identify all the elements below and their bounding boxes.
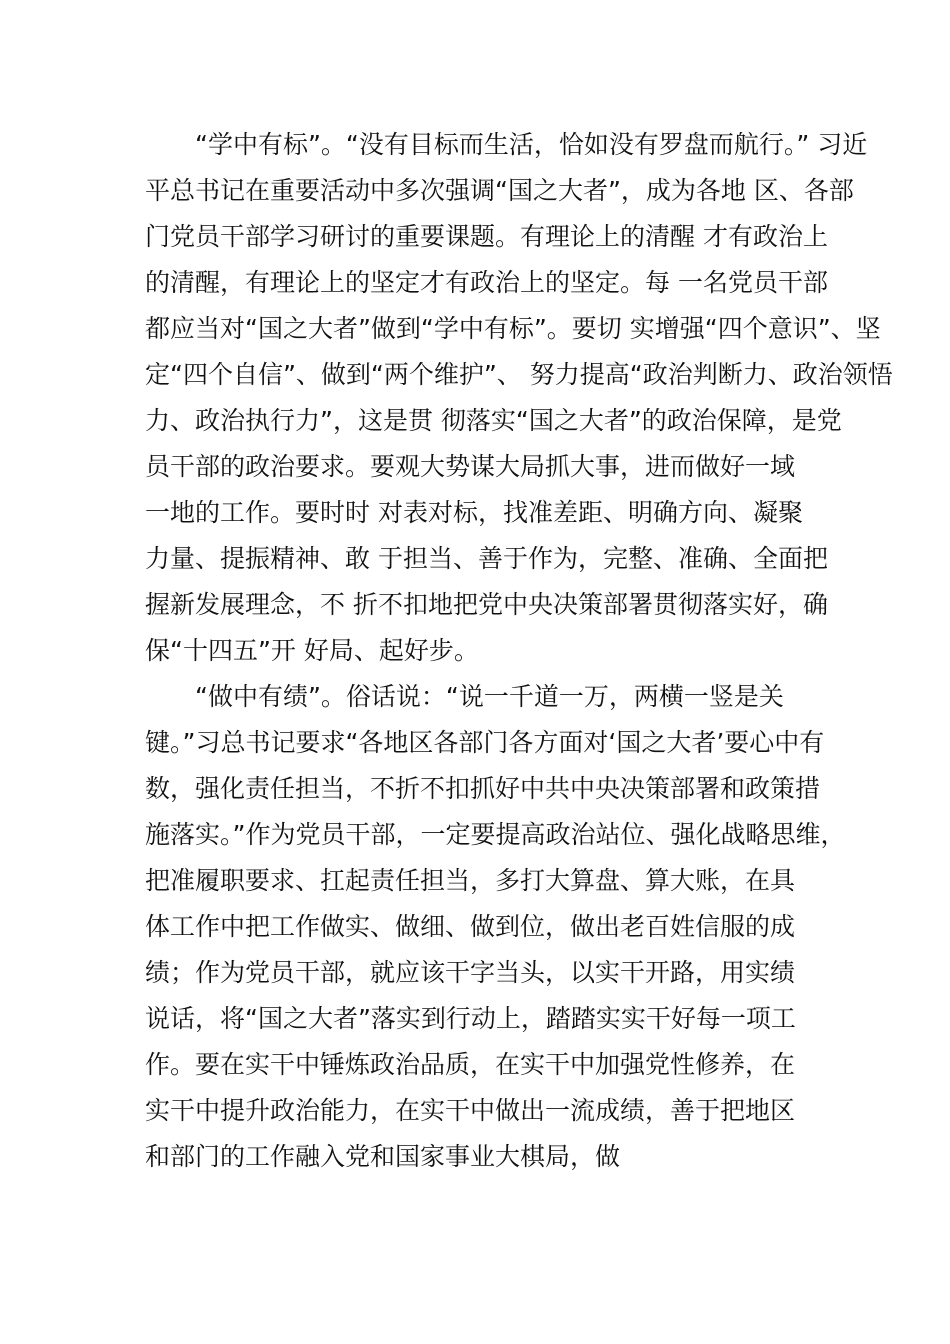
paragraph-learning: [145, 122, 893, 674]
text-line: 平总书记在重要活动中多次强调“国之大者”，成为各地 区、各部: [145, 176, 854, 205]
text-line: 员干部的政治要求。要观大势谋大局抓大事，进而做好一域: [145, 452, 796, 481]
text-line: 数，强化责任担当，不折不扣抓好中共中央决策部署和政策措: [145, 774, 821, 803]
text-line: 都应当对“国之大者”做到“学中有标”。要切 实增强“四个意识”、坚: [145, 314, 881, 343]
text-line: 力量、提振精神、敢 于担当、善于作为，完整、准确、全面把: [145, 544, 828, 573]
text-line: 把准履职要求、扛起责任担当，多打大算盘、算大账，在具: [145, 866, 796, 895]
text-line: 实干中提升政治能力，在实干中做出一流成绩，善于把地区: [145, 1096, 796, 1125]
text-line: 门党员干部学习研讨的重要课题。有理论上的清醒 才有政治上: [145, 222, 828, 251]
text-line: “做中有绩”。俗话说：“说一千道一万，两横一竖是关: [195, 682, 784, 711]
text-line: 保“十四五”开 好局、起好步。: [145, 636, 479, 665]
text-line: 的清醒，有理论上的坚定才有政治上的坚定。每 一名党员干部: [145, 268, 828, 297]
text-line: 一地的工作。要时时 对表对标，找准差距、明确方向、凝聚: [145, 498, 803, 527]
text-line: 施落实。”作为党员干部，一定要提高政治站位、强化战略思维，: [145, 820, 846, 849]
text-line: 体工作中把工作做实、做细、做到位，做出老百姓信服的成: [145, 912, 796, 941]
text-line: 作。要在实干中锤炼政治品质，在实干中加强党性修养，在: [145, 1050, 796, 1079]
text-line: 说话，将“国之大者”落实到行动上，踏踏实实干好每一项工: [145, 1004, 796, 1033]
text-line: “学中有标”。“没有目标而生活，恰如没有罗盘而航行。” 习近: [195, 130, 868, 159]
text-line: 键。”习总书记要求“各地区各部门各方面对‘国之大者’要心中有: [145, 728, 825, 757]
text-line: 和部门的工作融入党和国家事业大棋局，做: [145, 1142, 621, 1171]
text-line: 绩；作为党员干部，就应该干字当头，以实干开路，用实绩: [145, 958, 796, 987]
paragraph-achievement: [145, 674, 845, 1180]
text-line: 握新发展理念，不 折不扣地把党中央决策部署贯彻落实好，确: [145, 590, 828, 619]
text-line: 定“四个自信”、做到“两个维护”、 努力提高“政治判断力、政治领悟: [145, 360, 893, 389]
text-line: 力、政治执行力”，这是贯 彻落实“国之大者”的政治保障，是党: [145, 406, 842, 435]
